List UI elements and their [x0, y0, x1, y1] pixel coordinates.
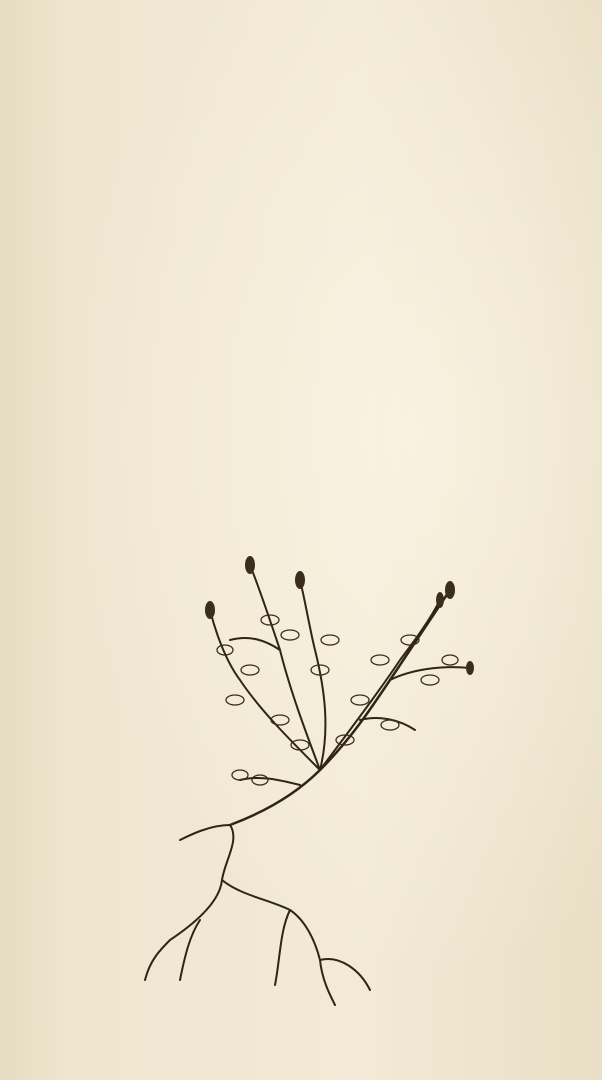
plant-engraving-icon [130, 540, 490, 1020]
chapter-body [62, 463, 564, 465]
page-header [62, 58, 562, 80]
